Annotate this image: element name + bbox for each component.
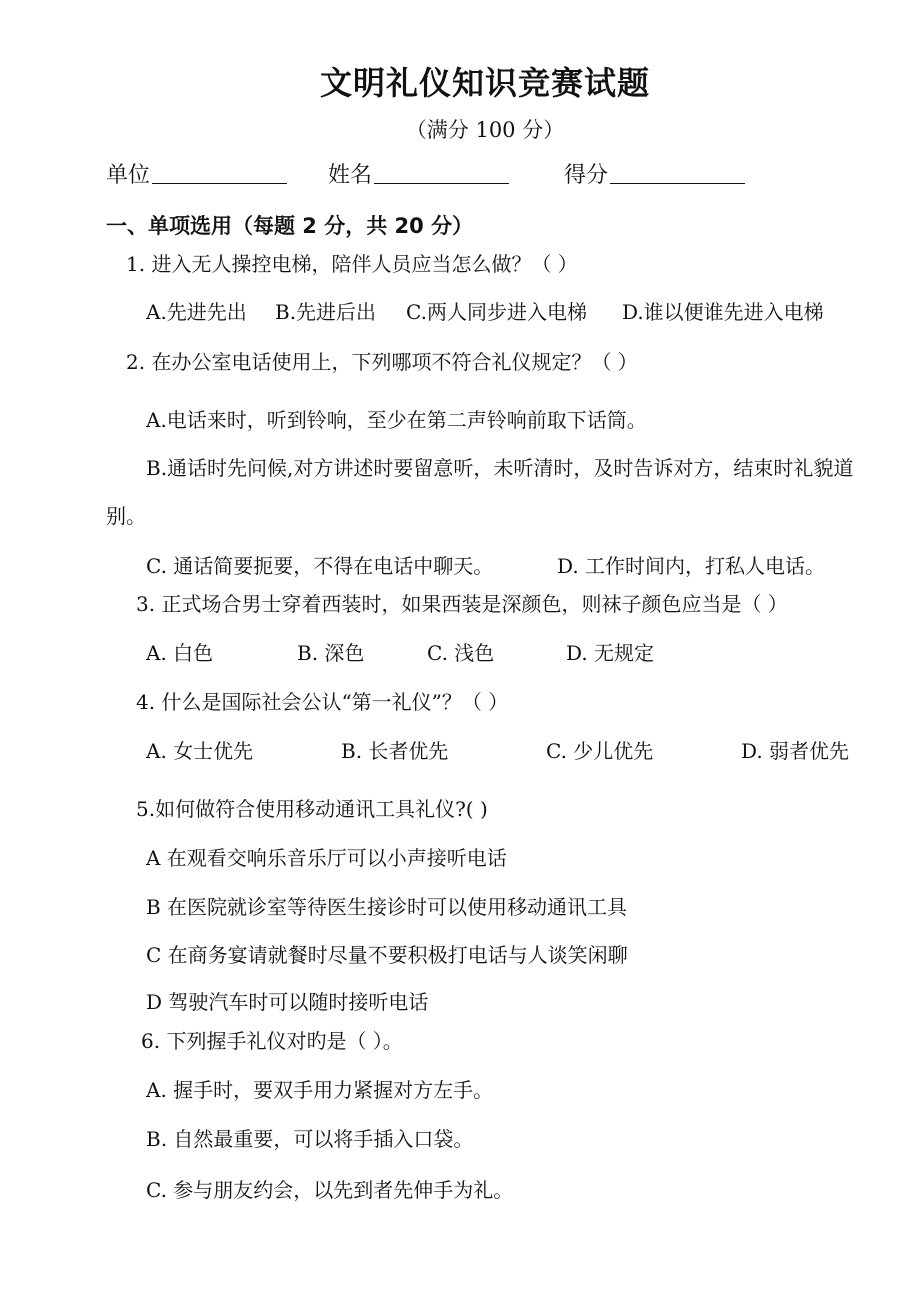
question-5-option-d: D 驾驶汽车时可以随时接听电话 (146, 990, 429, 1014)
name-field (328, 162, 509, 190)
question-4-option-c: C. 少儿优先 (546, 739, 654, 763)
question-2-stem: 2. 在办公室电话使用上，下列哪项不符合礼仪规定？（ ） (126, 350, 638, 374)
question-4-option-d: D. 弱者优先 (741, 739, 850, 763)
unit-label: 单位 (106, 163, 151, 188)
section-heading: 一、单项选用（每题 2 分，共 20 分） (106, 214, 474, 238)
unit-field (106, 162, 287, 190)
question-3-option-b: B. 深色 (297, 641, 365, 665)
score-label: 得分 (564, 163, 609, 188)
question-3-stem: 3. 正式场合男士穿着西装时，如果西装是深颜色，则袜子颜色应当是（ ） (136, 592, 788, 616)
name-blank (374, 163, 509, 184)
question-1-option-c: C.两人同步进入电梯 (406, 300, 587, 324)
question-5-option-a: A 在观看交响乐音乐厅可以小声接听电话 (146, 846, 507, 870)
score-blank (610, 163, 745, 184)
question-1-stem: 1. 进入无人操控电梯，陪伴人员应当怎么做？（ ） (126, 252, 578, 276)
page-subtitle: （满分 100 分） (405, 118, 565, 142)
question-5-option-b: B 在医院就诊室等待医生接诊时可以使用移动通讯工具 (146, 895, 628, 919)
question-6-option-a: A. 握手时，要双手用力紧握对方左手。 (146, 1078, 494, 1102)
question-2-option-b: B.通话时先问候,对方讲述时要留意听，未听清时，及时告诉对方，结束时礼貌道别。 (106, 456, 854, 528)
question-1-option-a: A.先进先出 (146, 300, 247, 324)
question-4-option-b: B. 长者优先 (341, 739, 449, 763)
question-3-option-d: D. 无规定 (566, 641, 655, 665)
question-1-option-b: B.先进后出 (275, 300, 377, 324)
page-title: 文明礼仪知识竞赛试题 (319, 64, 650, 102)
question-3-option-c: C. 浅色 (427, 641, 495, 665)
question-2-option-a: A.电话来时，听到铃响，至少在第二声铃响前取下话筒。 (146, 408, 647, 432)
question-4-option-a: A. 女士优先 (146, 739, 254, 763)
question-6-option-b: B. 自然最重要，可以将手插入口袋。 (146, 1127, 474, 1151)
question-5-stem: 5.如何做符合使用移动通讯工具礼仪?( ) (136, 797, 488, 821)
question-3-option-a: A. 白色 (146, 641, 214, 665)
name-label: 姓名 (328, 163, 373, 188)
question-4-stem: 4. 什么是国际社会公认“第一礼仪”？（ ） (136, 690, 509, 714)
question-2-option-d: D. 工作时间内，打私人电话。 (557, 554, 826, 578)
question-1-option-d: D.谁以便谁先进入电梯 (622, 300, 824, 324)
score-field (564, 162, 745, 190)
unit-blank (152, 163, 287, 184)
question-6-option-c: C. 参与朋友约会，以先到者先伸手为礼。 (146, 1178, 514, 1202)
question-5-option-c: C 在商务宴请就餐时尽量不要积极打电话与人谈笑闲聊 (146, 943, 628, 967)
question-6-stem: 6. 下列握手礼仪对旳是（ ）。 (141, 1029, 403, 1053)
question-2-option-c: C. 通话简要扼要，不得在电话中聊天。 (146, 554, 494, 578)
